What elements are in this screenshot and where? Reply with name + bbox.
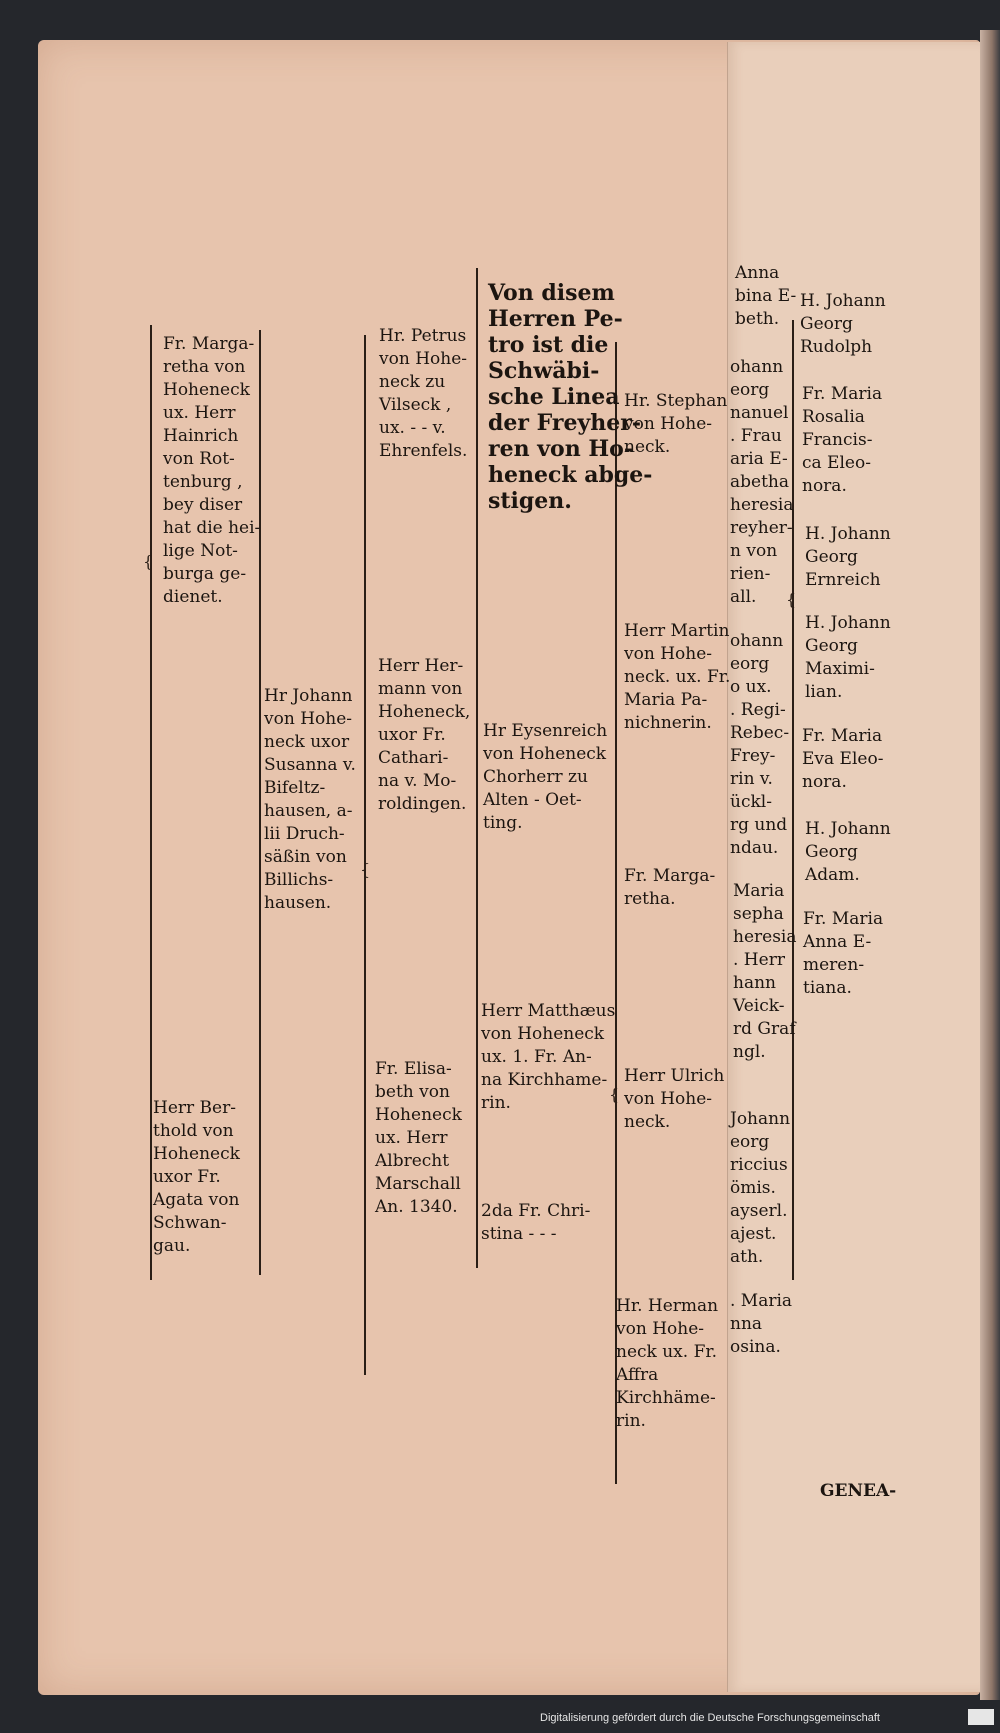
genealogy-entry: Hr. Petrus von Hohe- neck zu Vilseck , ux. - - v. Ehrenfels. bbox=[379, 326, 468, 461]
brace-mark: { bbox=[786, 590, 797, 609]
genealogy-entry: Hr. Herman von Hohe- neck ux. Fr. Affra Kirchhäme- rin. bbox=[616, 1296, 719, 1431]
genealogy-entry: Herr Martin von Hohe- neck. ux. Fr. Maria Pa- nichnerin. bbox=[624, 621, 731, 733]
tree-bracket-line bbox=[476, 268, 478, 1268]
genealogy-entry: H. Johann Georg Adam. bbox=[805, 819, 891, 885]
genealogy-entry: 2da Fr. Chri- stina - - - bbox=[481, 1201, 591, 1244]
genealogy-entry-cut: ohann eorg o ux. . Regi- Rebec- Frey- rin v. ückl- rg und ndau. bbox=[730, 631, 790, 858]
genealogy-entry: Hr. Stephan von Hohe- neck. bbox=[624, 391, 728, 457]
genealogy-entry: H. Johann Georg Maximi- lian. bbox=[805, 613, 891, 702]
book-edge bbox=[980, 30, 1000, 1700]
genealogy-entry: Fr. Maria Eva Eleo- nora. bbox=[802, 726, 884, 792]
digitization-credit: Digitalisierung gefördert durch die Deutsche Forschungsgemeinschaft bbox=[540, 1712, 880, 1724]
brace-mark: { bbox=[143, 552, 154, 571]
genealogy-entry: Herr Ulrich von Hohe- neck. bbox=[624, 1066, 725, 1132]
brace-mark: { bbox=[609, 1085, 620, 1104]
lineage-note: Von disem Herren Pe- tro ist die Schwäbi- sche Linea der Freyher- ren von Ho- heneck abge- stigen. bbox=[488, 280, 653, 514]
genealogy-entry: Herr Matthæus von Hoheneck ux. 1. Fr. An- na Kirchhame- rin. bbox=[481, 1001, 616, 1113]
dfg-logo bbox=[968, 1709, 994, 1725]
genealogy-entry: Hr Johann von Hohe- neck uxor Susanna v. Bifeltz- hausen, a- lii Druch- säßin von Billichs- hausen. bbox=[264, 686, 356, 913]
genealogy-entry: Fr. Marga- retha. bbox=[624, 866, 716, 909]
genealogy-entry: Herr Ber- thold von Hoheneck uxor Fr. Agata von Schwan- gau. bbox=[153, 1098, 240, 1256]
genealogy-entry: Fr. Marga- retha von Hoheneck ux. Herr Hainrich von Rot- tenburg , bey diser hat die hei- lige Not- burga ge- dienet. bbox=[163, 334, 261, 607]
genealogy-entry: Hr Eysenreich von Hoheneck Chorherr zu Alten - Oet- ting. bbox=[483, 721, 608, 833]
genealogy-entry: Herr Her- mann von Hoheneck, uxor Fr. Cathari- na v. Mo- roldingen. bbox=[378, 656, 471, 814]
genealogy-entry-cut: Maria sepha heresia . Herr hann Veick- rd Graf ngl. bbox=[733, 881, 797, 1062]
genealogy-entry-cut: Johann eorg riccius ömis. ayserl. ajest. ath. bbox=[730, 1109, 791, 1267]
genealogy-entry: Fr. Elisa- beth von Hoheneck ux. Herr Albrecht Marschall An. 1340. bbox=[375, 1059, 462, 1217]
tree-bracket-line bbox=[150, 325, 152, 1280]
genealogy-entry: H. Johann Georg Ernreich bbox=[805, 524, 891, 590]
genealogy-entry: Fr. Maria Rosalia Francis- ca Eleo- nora. bbox=[802, 384, 883, 496]
brace-mark: { bbox=[360, 860, 371, 879]
tree-bracket-line bbox=[364, 335, 366, 1375]
genealogy-entry-cut: Anna bina E- beth. bbox=[735, 263, 797, 329]
catchword: GENEA- bbox=[820, 1481, 897, 1501]
genealogy-entry: Fr. Maria Anna E- meren- tiana. bbox=[803, 909, 884, 998]
genealogy-entry-cut: . Maria nna osina. bbox=[730, 1291, 793, 1357]
genealogy-entry: H. Johann Georg Rudolph bbox=[800, 291, 886, 357]
genealogy-entry-cut: ohann eorg nanuel . Frau aria E- abetha heresia reyher- n von rien- all. bbox=[730, 357, 794, 607]
